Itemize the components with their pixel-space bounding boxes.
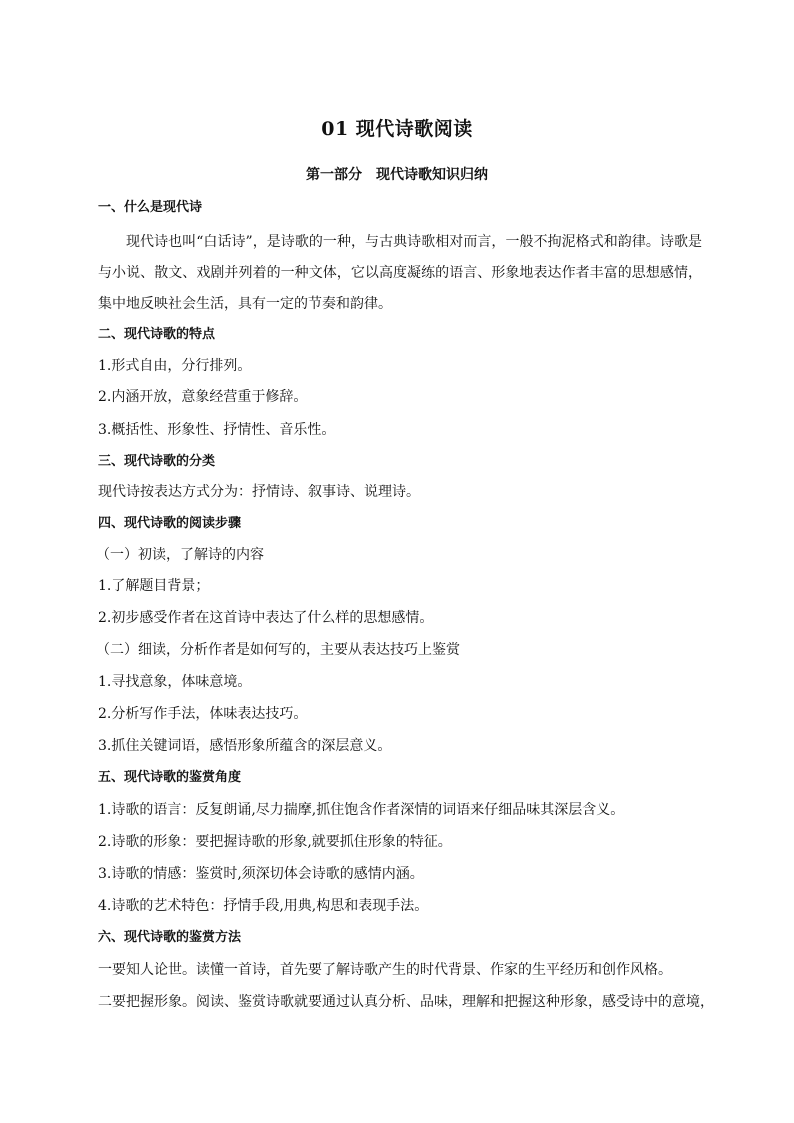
list-item: 3.抓住关键词语，感悟形象所蕴含的深层意义。 bbox=[98, 738, 392, 754]
list-item: 二要把握形象。阅读、鉴赏诗歌就要通过认真分析、品味，理解和把握这种形象，感受诗中的意境， bbox=[98, 994, 714, 1010]
list-item: 2.诗歌的形象：要把握诗歌的形象,就要抓住形象的特征。 bbox=[98, 834, 452, 850]
section-1-paragraph: 现代诗也叫“白话诗”，是诗歌的一种，与古典诗歌相对而言，一般不拘泥格式和韵律。诗歌是与小说、散文、戏剧并列着的一种文体，它以高度凝练的语言、形象地表达作者丰富的思想感情，集中地反映社会生活，具有一定的节奏和韵律。 bbox=[98, 234, 702, 312]
list-item: 1.形式自由，分行排列。 bbox=[98, 358, 252, 374]
section-heading-6: 六、现代诗歌的鉴赏方法 bbox=[98, 930, 242, 945]
list-item: 一要知人论世。读懂一首诗，首先要了解诗歌产生的时代背景、作家的生平经历和创作风格。 bbox=[98, 962, 672, 978]
section-heading-1: 一、什么是现代诗 bbox=[98, 200, 203, 215]
section-heading-3: 三、现代诗歌的分类 bbox=[98, 454, 216, 469]
list-item: 1.诗歌的语言：反复朗诵,尽力揣摩,抓住饱含作者深情的词语来仔细品味其深层含义。 bbox=[98, 802, 625, 818]
subheading-initial-reading: （一）初读，了解诗的内容 bbox=[96, 547, 264, 563]
section-3-text: 现代诗按表达方式分为：抒情诗、叙事诗、说理诗。 bbox=[98, 484, 420, 500]
page-subtitle: 第一部分 现代诗歌知识归纳 bbox=[306, 167, 488, 183]
list-item: 2.分析写作手法，体味表达技巧。 bbox=[98, 706, 308, 722]
subheading-detailed-reading: （二）细读，分析作者是如何写的，主要从表达技巧上鉴赏 bbox=[96, 642, 460, 658]
page-title: 01 现代诗歌阅读 bbox=[321, 118, 473, 140]
section-heading-5: 五、现代诗歌的鉴赏角度 bbox=[98, 770, 242, 785]
section-heading-2: 二、现代诗歌的特点 bbox=[98, 327, 216, 342]
list-item: 3.概括性、形象性、抒情性、音乐性。 bbox=[98, 422, 336, 438]
list-item: 2.内涵开放，意象经营重于修辞。 bbox=[98, 389, 308, 405]
list-item: 4.诗歌的艺术特色：抒情手段,用典,构思和表现手法。 bbox=[98, 898, 429, 914]
list-item: 2.初步感受作者在这首诗中表达了什么样的思想感情。 bbox=[98, 610, 434, 626]
list-item: 3.诗歌的情感：鉴赏时,须深切体会诗歌的感情内涵。 bbox=[98, 866, 424, 882]
section-heading-4: 四、现代诗歌的阅读步骤 bbox=[98, 516, 242, 531]
list-item: 1.了解题目背景； bbox=[98, 578, 210, 594]
list-item: 1.寻找意象，体味意境。 bbox=[98, 674, 252, 690]
